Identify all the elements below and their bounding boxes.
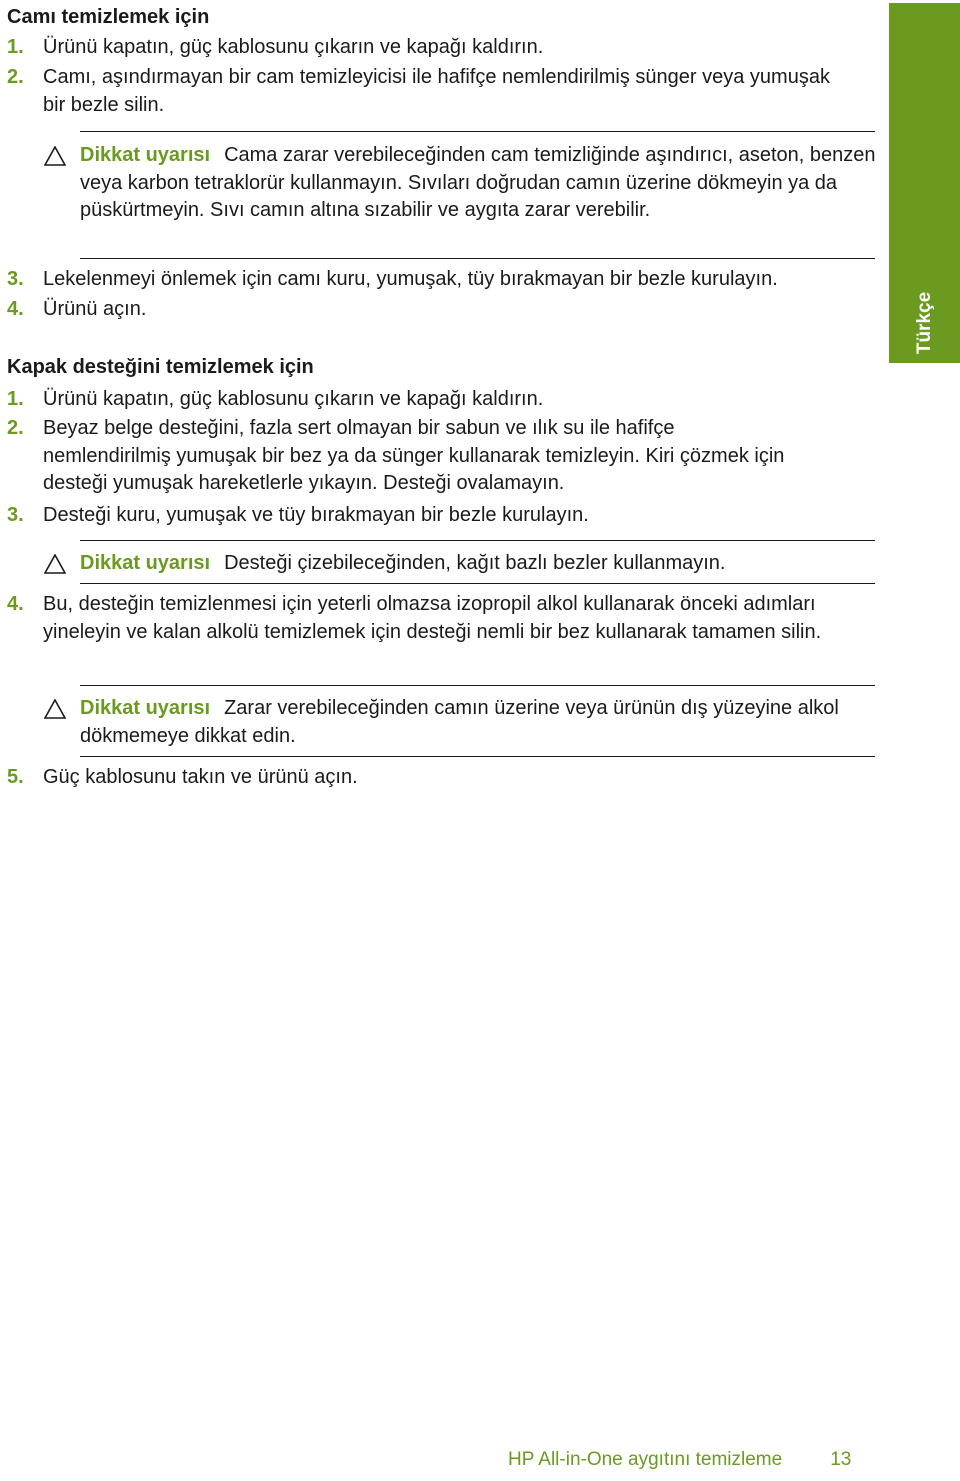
- caution-bottom-rule: [80, 583, 875, 584]
- caution-label: Dikkat uyarısı: [80, 697, 211, 719]
- warning-triangle-icon: [44, 699, 66, 719]
- lid-step-5: [7, 764, 877, 792]
- section-title-lid: Kapak desteğini temizlemek için: [7, 356, 314, 378]
- step-number: 2.: [7, 66, 24, 88]
- step-text: Ürünü açın.: [43, 298, 147, 320]
- step-number: 1.: [7, 388, 24, 410]
- warning-triangle-icon: [44, 554, 66, 574]
- glass-step-3: [7, 266, 877, 294]
- page-footer: [508, 1449, 851, 1471]
- language-label: Türkçe: [913, 291, 935, 355]
- page-number: 13: [830, 1449, 852, 1470]
- caution-top-rule: [80, 131, 875, 132]
- caution-text: Desteği çizebileceğinden, kağıt bazlı bezler kullanmayın.: [224, 552, 726, 574]
- step-text: Desteği kuru, yumuşak ve tüy bırakmayan bir bezle kurulayın.: [43, 504, 589, 526]
- lid-step-3: [7, 502, 877, 530]
- step-text: Camı, aşındırmayan bir cam temizleyicisi ile hafifçe nemlendirilmiş sünger veya yumuşak bir bezle silin.: [43, 66, 830, 116]
- section-title-glass: Camı temizlemek için: [7, 6, 210, 28]
- caution-top-rule: [80, 540, 875, 541]
- caution-note-glass: [44, 142, 879, 225]
- glass-step-1: [7, 34, 877, 62]
- step-number: 5.: [7, 766, 24, 788]
- caution-note-paper-wipes: [44, 550, 884, 578]
- lid-step-2: [7, 415, 807, 498]
- caution-text: Cama zarar verebileceğinden cam temizliğinde aşındırıcı, aseton, benzen veya karbon tetraklorür kullanmayın. Sıvıları doğrudan camın üzerine dökmeyin ya da püskürtmeyin. Sıvı camın altına sızabilir ve aygıta zarar verebilir.: [80, 144, 876, 221]
- caution-bottom-rule: [80, 756, 875, 757]
- step-number: 1.: [7, 36, 24, 58]
- language-side-tab: [889, 3, 960, 363]
- glass-step-4: [7, 296, 877, 324]
- lid-step-1: [7, 386, 877, 414]
- glass-step-2: [7, 64, 847, 119]
- step-number: 2.: [7, 417, 24, 439]
- caution-top-rule: [80, 685, 875, 686]
- caution-text: Zarar verebileceğinden camın üzerine veya ürünün dış yüzeyine alkol dökmemeye dikkat edin.: [80, 697, 839, 747]
- lid-step-4: [7, 591, 867, 646]
- footer-title: HP All-in-One aygıtını temizleme: [508, 1449, 783, 1470]
- step-text: Ürünü kapatın, güç kablosunu çıkarın ve kapağı kaldırın.: [43, 388, 544, 410]
- caution-label: Dikkat uyarısı: [80, 144, 211, 166]
- caution-note-alcohol: [44, 695, 879, 750]
- step-text: Lekelenmeyi önlemek için camı kuru, yumuşak, tüy bırakmayan bir bezle kurulayın.: [43, 268, 778, 290]
- step-number: 3.: [7, 268, 24, 290]
- warning-triangle-icon: [44, 146, 66, 166]
- caution-bottom-rule: [80, 258, 875, 259]
- step-number: 4.: [7, 298, 24, 320]
- step-text: Güç kablosunu takın ve ürünü açın.: [43, 766, 358, 788]
- step-text: Beyaz belge desteğini, fazla sert olmayan bir sabun ve ılık su ile hafifçe nemlendirilmiş yumuşak bir bez ya da sünger kullanarak temizleyin. Kiri çözmek için desteği yumuşak hareketlerle yıkayın. Desteği ovalamayın.: [43, 417, 785, 494]
- caution-label: Dikkat uyarısı: [80, 552, 211, 574]
- step-text: Bu, desteğin temizlenmesi için yeterli olmazsa izopropil alkol kullanarak önceki adımları yineleyin ve kalan alkolü temizlemek için desteği nemli bir bez kullanarak tamamen silin.: [43, 593, 822, 643]
- step-number: 3.: [7, 504, 24, 526]
- step-number: 4.: [7, 593, 24, 615]
- step-text: Ürünü kapatın, güç kablosunu çıkarın ve kapağı kaldırın.: [43, 36, 544, 58]
